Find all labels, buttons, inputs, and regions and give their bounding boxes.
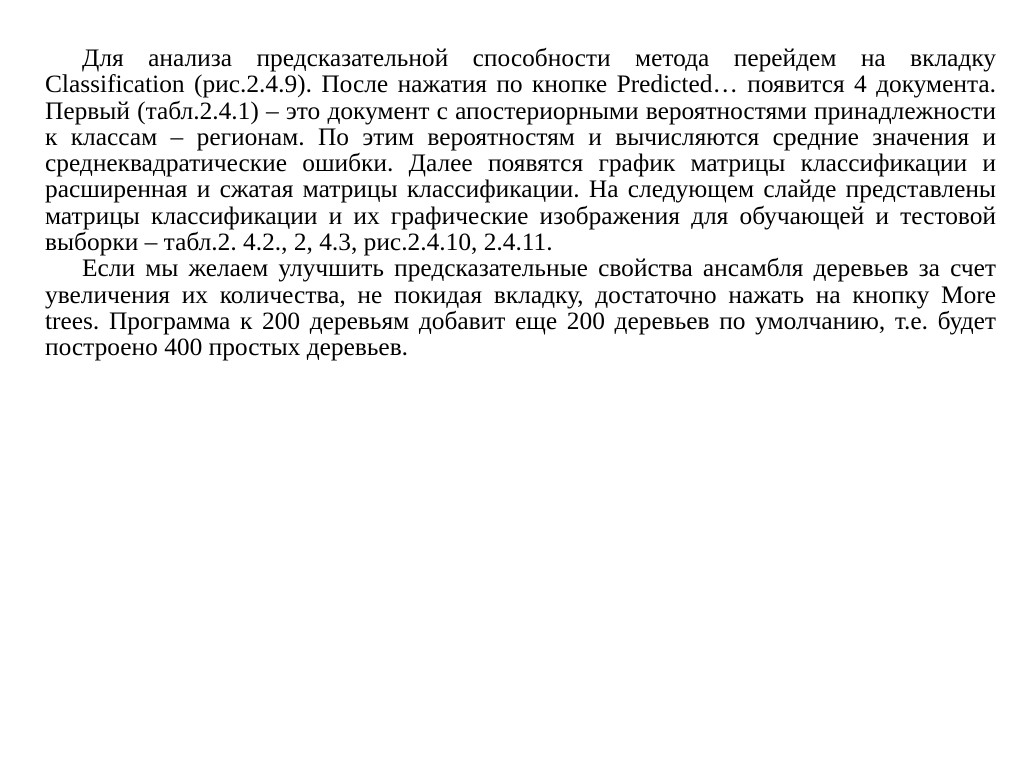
paragraph-more-trees: Если мы желаем улучшить предсказательные свойства ансамбля деревьев за счет увеличения их количества, не покидая вкладку, достаточно нажать на кнопку More trees. Программа к 200 деревьям добавит еще 200 деревьев по умолчанию, т.е. будет построено 400 простых деревьев. <box>45 254 996 362</box>
paragraph-classification: Для анализа предсказательной способности метода перейдем на вкладку Classification (рис.2.4.9). После нажатия по кнопке Predicted… появится 4 документа. Первый (табл.2.4.1) – это документ с апостериорными вероятностями принадлежности к классам – регионам. По этим вероятностям и вычисляются средние значения и среднеквадратические ошибки. Далее появятся график матрицы классификации и расширенная и сжатая матрицы классификации. На следующем слайде представлены матрицы классификации и их графические изображения для обучающей и тестовой выборки – табл.2. 4.2., 2, 4.3, рис.2.4.10, 2.4.11. <box>45 44 996 257</box>
slide-body-text <box>45 45 996 361</box>
